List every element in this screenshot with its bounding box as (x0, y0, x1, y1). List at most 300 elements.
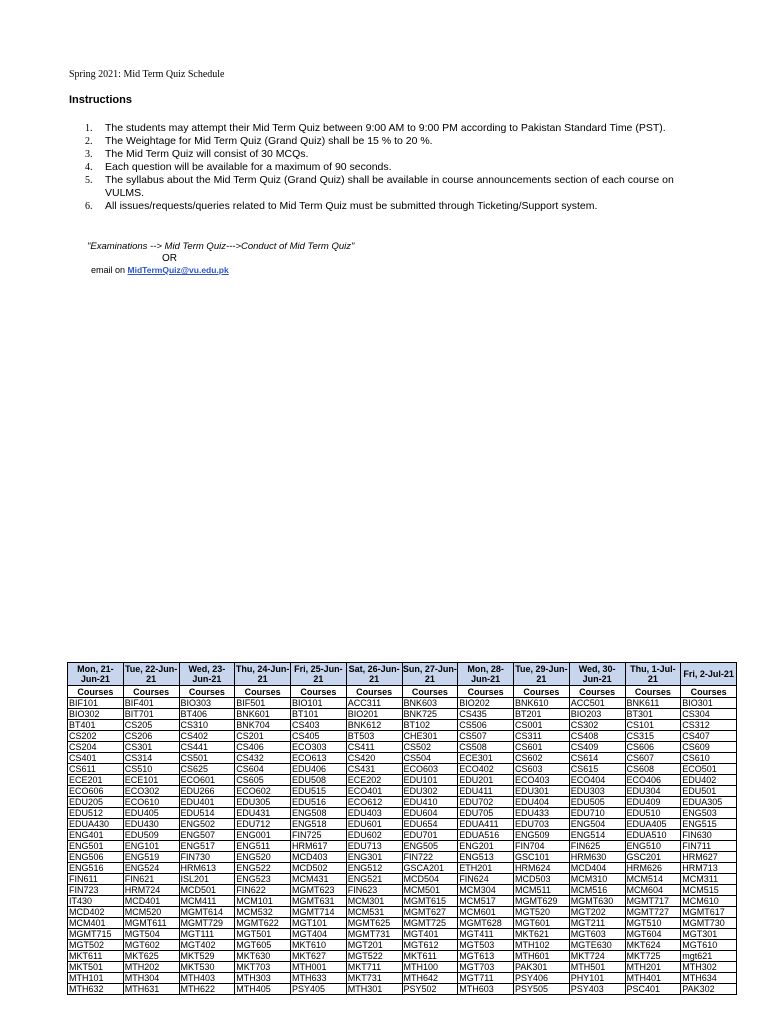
course-code-cell: BIO203 (569, 709, 625, 720)
course-code-cell: MGT604 (625, 929, 681, 940)
course-code-cell: ENG515 (681, 819, 737, 830)
table-row (68, 841, 737, 852)
instruction-item (80, 200, 705, 213)
courses-subheader: Courses (235, 686, 291, 698)
course-code-cell: MGT202 (569, 907, 625, 918)
email-link[interactable]: MidTermQuiz@vu.edu.pk (127, 265, 229, 275)
course-code-cell: CS506 (458, 720, 514, 731)
courses-subheader: Courses (179, 686, 235, 698)
table-row (68, 753, 737, 764)
course-code-cell: MCM515 (681, 885, 737, 896)
course-code-cell: EDU512 (68, 808, 124, 819)
course-code-cell: MKT621 (514, 929, 570, 940)
course-code-cell: MCM501 (402, 885, 458, 896)
course-code-cell: HRM617 (291, 841, 347, 852)
course-code-cell: BIO303 (179, 698, 235, 709)
course-code-cell: CS302 (569, 720, 625, 731)
course-code-cell: CS409 (569, 742, 625, 753)
course-code-cell: ENG504 (569, 819, 625, 830)
course-code-cell: MCD404 (569, 863, 625, 874)
course-code-cell: HRM613 (179, 863, 235, 874)
course-code-cell: MGMT714 (291, 907, 347, 918)
course-code-cell: MKT529 (179, 951, 235, 962)
table-row (68, 830, 737, 841)
instruction-text: The Weightage for Mid Term Quiz (Grand Quiz) shall be 15 % to 20 %. (105, 135, 433, 147)
courses-subheader: Courses (625, 686, 681, 698)
course-code-cell: MTH642 (402, 973, 458, 984)
course-code-cell: MGTE630 (569, 940, 625, 951)
course-code-cell: ENG524 (123, 863, 179, 874)
course-code-cell: MGT520 (514, 907, 570, 918)
course-code-cell: EDU516 (291, 797, 347, 808)
course-code-cell: EDU405 (123, 808, 179, 819)
course-code-cell: EDUA305 (681, 797, 737, 808)
course-code-cell: CS604 (235, 764, 291, 775)
table-row (68, 907, 737, 918)
course-code-cell: MGMT717 (625, 896, 681, 907)
course-code-cell: CS201 (235, 731, 291, 742)
course-code-cell: CS311 (514, 731, 570, 742)
course-code-cell: ECO302 (123, 786, 179, 797)
course-code-cell: EDU406 (291, 764, 347, 775)
course-code-cell: FIN725 (291, 830, 347, 841)
table-row (68, 742, 737, 753)
course-code-cell: MCM101 (235, 896, 291, 907)
course-code-cell: CS508 (458, 742, 514, 753)
course-code-cell: GSCA201 (402, 863, 458, 874)
course-code-cell: FIN621 (123, 874, 179, 885)
course-code-cell: EDU508 (291, 775, 347, 786)
course-code-cell: MGT101 (291, 918, 347, 929)
instruction-text: The students may attempt their Mid Term Quiz between 9:00 AM to 9:00 PM according to Pakistan Standard Time (PST). (105, 122, 666, 134)
course-code-cell: CS507 (458, 731, 514, 742)
course-code-cell: MGT402 (179, 940, 235, 951)
course-code-cell: EDU404 (514, 797, 570, 808)
course-code-cell: MGT501 (235, 929, 291, 940)
course-code-cell: MCM532 (235, 907, 291, 918)
course-code-cell: BIO201 (346, 709, 402, 720)
table-row (68, 764, 737, 775)
course-code-cell: BNK612 (346, 720, 402, 731)
date-header: Mon, 28-Jun-21 (458, 663, 514, 686)
date-header: Sat, 26-Jun-21 (346, 663, 402, 686)
course-code-cell: BIO101 (291, 698, 347, 709)
course-code-cell: ECO601 (179, 775, 235, 786)
course-code-cell: MTH501 (569, 962, 625, 973)
instructions-heading: Instructions (69, 94, 132, 106)
course-code-cell: GSC101 (514, 852, 570, 863)
course-code-cell: ENG514 (569, 830, 625, 841)
course-code-cell: HRM624 (514, 863, 570, 874)
course-code-cell: MCM601 (458, 907, 514, 918)
courses-subheader-row (68, 686, 737, 698)
course-code-cell: PAK302 (681, 984, 737, 995)
course-code-cell: CS403 (291, 720, 347, 731)
course-code-cell: EDU514 (179, 808, 235, 819)
table-row (68, 775, 737, 786)
course-code-cell: CS611 (68, 764, 124, 775)
course-code-cell: MGT211 (569, 918, 625, 929)
course-code-cell: EDU431 (235, 808, 291, 819)
course-code-cell: EDU501 (681, 786, 737, 797)
course-code-cell: MGMT629 (514, 896, 570, 907)
course-code-cell: CS435 (458, 709, 514, 720)
course-code-cell: MTH401 (625, 973, 681, 984)
course-code-cell: MGMT627 (402, 907, 458, 918)
course-code-cell: PHY101 (569, 973, 625, 984)
course-code-cell: EDU705 (458, 808, 514, 819)
course-code-cell: MGT502 (68, 940, 124, 951)
course-code-cell: CS602 (514, 753, 570, 764)
course-code-cell: EDU701 (402, 830, 458, 841)
course-code-cell: ECO501 (681, 764, 737, 775)
course-code-cell: CS610 (681, 753, 737, 764)
table-row (68, 962, 737, 973)
course-code-cell: ECE101 (123, 775, 179, 786)
course-code-cell: MGMT617 (681, 907, 737, 918)
course-code-cell: ECO401 (346, 786, 402, 797)
course-code-cell: CS607 (625, 753, 681, 764)
course-code-cell: MGMT623 (291, 885, 347, 896)
course-code-cell: CS405 (291, 731, 347, 742)
course-code-cell: EDU304 (625, 786, 681, 797)
table-row (68, 731, 737, 742)
course-code-cell: MCD401 (123, 896, 179, 907)
course-code-cell: CS205 (123, 720, 179, 731)
course-code-cell: MGT411 (458, 929, 514, 940)
course-code-cell: ISL201 (179, 874, 235, 885)
course-code-cell: MGMT631 (291, 896, 347, 907)
course-code-cell: BNK704 (235, 720, 291, 731)
courses-subheader: Courses (458, 686, 514, 698)
course-code-cell: GSC201 (625, 852, 681, 863)
course-code-cell: mgt621 (681, 951, 737, 962)
date-header: Wed, 23-Jun-21 (179, 663, 235, 686)
course-code-cell: HRM724 (123, 885, 179, 896)
course-code-cell: MGT605 (235, 940, 291, 951)
course-code-cell: ENG508 (291, 808, 347, 819)
course-code-cell: MGT404 (291, 929, 347, 940)
table-row (68, 951, 737, 962)
course-code-cell: MTH304 (123, 973, 179, 984)
course-code-cell: MGT201 (346, 940, 402, 951)
course-code-cell: BIF101 (68, 698, 124, 709)
course-code-cell: MCM514 (625, 874, 681, 885)
instruction-number: 2. (85, 136, 93, 147)
course-code-cell: ENG401 (68, 830, 124, 841)
table-row (68, 709, 737, 720)
course-code-cell: PSY405 (291, 984, 347, 995)
course-code-cell: EDU201 (458, 775, 514, 786)
course-code-cell: BNK603 (402, 698, 458, 709)
course-code-cell: FIN623 (346, 885, 402, 896)
course-code-cell: FIN711 (681, 841, 737, 852)
course-code-cell: MCM310 (569, 874, 625, 885)
course-code-cell: ENG521 (346, 874, 402, 885)
course-code-cell: MKT630 (235, 951, 291, 962)
course-code-cell: EDU302 (402, 786, 458, 797)
course-code-cell: CS206 (123, 731, 179, 742)
course-code-cell: CS001 (514, 720, 570, 731)
course-code-cell: PSY406 (514, 973, 570, 984)
course-code-cell: MCM531 (346, 907, 402, 918)
or-separator: OR (162, 253, 177, 264)
course-code-cell: BT102 (402, 720, 458, 731)
course-code-cell: ENG512 (346, 863, 402, 874)
course-code-cell: ENG506 (68, 852, 124, 863)
course-code-cell: MGT602 (123, 940, 179, 951)
courses-subheader: Courses (123, 686, 179, 698)
date-header: Fri, 2-Jul-21 (681, 663, 737, 686)
course-code-cell: CS406 (235, 742, 291, 753)
course-code-cell: MGMT731 (346, 929, 402, 940)
date-header: Mon, 21-Jun-21 (68, 663, 124, 686)
course-code-cell: EDU713 (346, 841, 402, 852)
course-code-cell: ENG101 (123, 841, 179, 852)
course-code-cell: BT401 (68, 720, 124, 731)
course-code-cell: MGMT614 (179, 907, 235, 918)
table-row (68, 896, 737, 907)
course-code-cell: MTH301 (346, 984, 402, 995)
course-code-cell: ENG509 (514, 830, 570, 841)
course-code-cell: MKT731 (346, 973, 402, 984)
course-code-cell: CS431 (346, 764, 402, 775)
date-header: Wed, 30-Jun-21 (569, 663, 625, 686)
instruction-text: Each question will be available for a maximum of 90 seconds. (105, 161, 392, 173)
course-code-cell: MKT725 (625, 951, 681, 962)
course-code-cell: MTH102 (514, 940, 570, 951)
courses-subheader: Courses (291, 686, 347, 698)
course-code-cell: MCM401 (68, 918, 124, 929)
course-code-cell: MTH202 (123, 962, 179, 973)
course-code-cell: CS441 (179, 742, 235, 753)
course-code-cell: ETH201 (458, 863, 514, 874)
course-code-cell: CHE301 (402, 731, 458, 742)
course-code-cell: MCM431 (291, 874, 347, 885)
course-code-cell: CS606 (625, 742, 681, 753)
course-code-cell: PSY403 (569, 984, 625, 995)
courses-subheader: Courses (402, 686, 458, 698)
course-code-cell: EDU515 (291, 786, 347, 797)
course-code-cell: MGT711 (458, 973, 514, 984)
course-code-cell: MKT627 (291, 951, 347, 962)
course-code-cell: MCM304 (458, 885, 514, 896)
date-header: Thu, 1-Jul-21 (625, 663, 681, 686)
course-code-cell: BIT701 (123, 709, 179, 720)
course-code-cell: ACC311 (346, 698, 402, 709)
course-code-cell: EDU601 (346, 819, 402, 830)
course-code-cell: MTH001 (291, 962, 347, 973)
course-code-cell: FIN723 (68, 885, 124, 896)
table-row (68, 819, 737, 830)
course-code-cell: MGT301 (681, 929, 737, 940)
table-row (68, 874, 737, 885)
course-code-cell: IT430 (68, 896, 124, 907)
instruction-number: 5. (85, 175, 93, 186)
course-code-cell: MCM301 (346, 896, 402, 907)
course-code-cell: PAK301 (514, 962, 570, 973)
course-code-cell: MGT610 (681, 940, 737, 951)
course-code-cell: MKT501 (68, 962, 124, 973)
course-code-cell: ENG201 (458, 841, 514, 852)
course-code-cell: BT503 (346, 731, 402, 742)
course-code-cell: MGMT715 (68, 929, 124, 940)
table-row (68, 940, 737, 951)
course-code-cell: MCD504 (402, 874, 458, 885)
course-code-cell: CS614 (569, 753, 625, 764)
course-code-cell: MGT612 (402, 940, 458, 951)
course-code-cell: EDUA405 (625, 819, 681, 830)
course-code-cell: ECO402 (458, 764, 514, 775)
instruction-number: 4. (85, 162, 93, 173)
course-code-cell: EDU401 (179, 797, 235, 808)
course-code-cell: MTH100 (402, 962, 458, 973)
date-header: Sun, 27-Jun-21 (402, 664, 457, 684)
course-code-cell: MGT703 (458, 962, 514, 973)
course-code-cell: ENG505 (402, 841, 458, 852)
course-code-cell: PSY502 (402, 984, 458, 995)
table-row (68, 720, 737, 731)
course-code-cell: CS310 (179, 720, 235, 731)
course-code-cell: MGMT727 (625, 907, 681, 918)
course-code-cell: CS301 (123, 742, 179, 753)
instruction-item (80, 161, 705, 174)
course-code-cell: PSY505 (514, 984, 570, 995)
course-code-cell: EDUA430 (68, 819, 124, 830)
course-code-cell: EDU702 (458, 797, 514, 808)
instruction-item (80, 148, 705, 161)
course-code-cell: EDU101 (402, 775, 458, 786)
course-code-cell: FIN722 (402, 852, 458, 863)
course-code-cell: MCD502 (291, 863, 347, 874)
course-code-cell: MGMT611 (123, 918, 179, 929)
course-code-cell: MTH634 (681, 973, 737, 984)
course-code-cell: MTH631 (123, 984, 179, 995)
table-row (68, 797, 737, 808)
course-code-cell: MGT522 (346, 951, 402, 962)
course-code-cell: MCM516 (569, 885, 625, 896)
course-code-cell: BT101 (291, 709, 347, 720)
course-code-cell: CS408 (569, 731, 625, 742)
course-code-cell: MTH403 (179, 973, 235, 984)
course-code-cell: ECO403 (514, 775, 570, 786)
course-code-cell: CS504 (402, 753, 458, 764)
course-code-cell: MCM311 (681, 874, 737, 885)
course-code-cell: CS432 (235, 753, 291, 764)
course-code-cell: MCD501 (179, 885, 235, 896)
course-code-cell: EDU654 (402, 819, 458, 830)
course-code-cell: ECO603 (402, 764, 458, 775)
course-code-cell: ECO612 (346, 797, 402, 808)
course-code-cell: MTH603 (458, 984, 514, 995)
course-code-cell: EDUA516 (458, 830, 514, 841)
course-code-cell: ENG507 (179, 830, 235, 841)
course-code-cell: MGMT725 (402, 918, 458, 929)
email-line (91, 265, 229, 275)
course-code-cell: MTH633 (291, 973, 347, 984)
course-code-cell: MCD503 (514, 874, 570, 885)
course-code-cell: ENG511 (235, 841, 291, 852)
course-code-cell: MCM610 (681, 896, 737, 907)
course-code-cell: ENG516 (68, 863, 124, 874)
course-code-cell: MGMT615 (402, 896, 458, 907)
course-code-cell: MTH622 (179, 984, 235, 995)
course-code-cell: MGMT628 (458, 918, 514, 929)
course-code-cell: BT201 (514, 709, 570, 720)
instruction-text: All issues/requests/queries related to Mid Term Quiz must be submitted through Ticketing/Support system. (105, 200, 598, 212)
course-code-cell: MKT624 (625, 940, 681, 951)
course-code-cell: HRM713 (681, 863, 737, 874)
course-code-cell: BNK601 (235, 709, 291, 720)
course-code-cell: MGT504 (123, 929, 179, 940)
course-code-cell: EDU409 (625, 797, 681, 808)
course-code-cell: ENG001 (235, 830, 291, 841)
course-code-cell: MCM604 (625, 885, 681, 896)
course-code-cell: MCD403 (291, 852, 347, 863)
course-code-cell: BNK610 (514, 698, 570, 709)
course-code-cell: EDU710 (569, 808, 625, 819)
course-code-cell: CS501 (179, 753, 235, 764)
course-code-cell: CS420 (346, 753, 402, 764)
course-code-cell: ECO613 (291, 753, 347, 764)
course-code-cell: MGMT625 (346, 918, 402, 929)
course-code-cell: MKT703 (235, 962, 291, 973)
course-code-cell: CS401 (68, 753, 124, 764)
course-code-cell: MGT510 (625, 918, 681, 929)
course-code-cell: CS605 (235, 775, 291, 786)
course-code-cell: BT301 (625, 709, 681, 720)
course-code-cell: EDU205 (68, 797, 124, 808)
course-code-cell: HRM627 (681, 852, 737, 863)
course-code-cell: MGT111 (179, 929, 235, 940)
course-code-cell: ENG517 (179, 841, 235, 852)
course-code-cell: PSC401 (625, 984, 681, 995)
course-code-cell: CS615 (569, 764, 625, 775)
course-code-cell: EDU510 (625, 808, 681, 819)
schedule-body (68, 698, 737, 995)
email-prefix: email on (91, 265, 126, 275)
course-code-cell: EDUA510 (625, 830, 681, 841)
course-code-cell: MKT530 (179, 962, 235, 973)
course-code-cell: MKT610 (291, 940, 347, 951)
course-code-cell: CS608 (625, 764, 681, 775)
course-code-cell: EDU403 (346, 808, 402, 819)
course-code-cell: EDU604 (402, 808, 458, 819)
course-code-cell: EDU712 (235, 819, 291, 830)
course-code-cell: MTH302 (681, 962, 737, 973)
course-code-cell: MTH201 (625, 962, 681, 973)
course-code-cell: EDU433 (514, 808, 570, 819)
date-header: Tue, 22-Jun-21 (124, 664, 178, 684)
ticketing-path-note: "Examinations --> Mid Term Quiz--->Conduct of Mid Term Quiz" (87, 241, 355, 252)
date-header: Tue, 29-Jun-21 (515, 664, 568, 684)
course-code-cell: MGMT730 (681, 918, 737, 929)
course-code-cell: CS502 (402, 742, 458, 753)
instruction-text: The syllabus about the Mid Term Quiz (Grand Quiz) shall be available in course announcements section of each course on VULMS. (105, 174, 674, 199)
instruction-number: 1. (85, 123, 93, 134)
course-code-cell: ECO606 (68, 786, 124, 797)
courses-subheader: Courses (514, 686, 570, 698)
course-code-cell: EDU411 (458, 786, 514, 797)
table-row (68, 984, 737, 995)
table-row (68, 698, 737, 709)
course-code-cell: BT406 (179, 709, 235, 720)
table-row (68, 918, 737, 929)
course-code-cell: MGT603 (569, 929, 625, 940)
course-code-cell: ECO404 (569, 775, 625, 786)
course-code-cell: MKT724 (569, 951, 625, 962)
course-code-cell: ECO303 (291, 742, 347, 753)
